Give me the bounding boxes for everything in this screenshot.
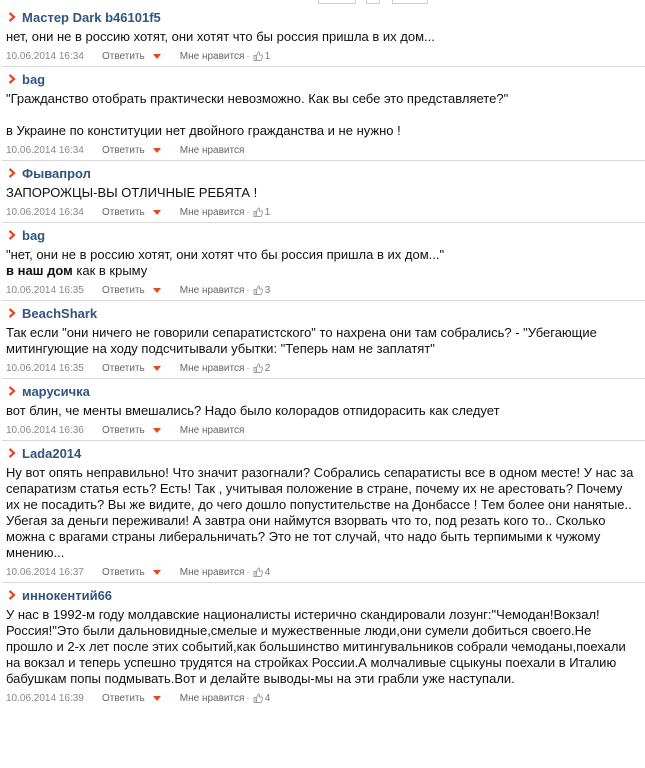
comment-author[interactable]: bag bbox=[22, 227, 46, 243]
thumbs-up-icon[interactable] bbox=[253, 363, 263, 373]
chevron-right-icon[interactable] bbox=[6, 587, 18, 603]
reply-button[interactable]: Ответить bbox=[102, 424, 145, 436]
comment-date: 10.06.2014 16:34 bbox=[6, 50, 84, 62]
like-separator: · bbox=[246, 566, 250, 578]
comment-paragraph bbox=[6, 107, 637, 123]
thumbs-up-icon[interactable] bbox=[253, 51, 263, 61]
like-button[interactable]: Мне нравится bbox=[179, 692, 245, 704]
reply-button[interactable]: Ответить bbox=[102, 692, 145, 704]
comment-paragraph: ЗАПОРОЖЦЫ-ВЫ ОТЛИЧНЫЕ РЕБЯТА ! bbox=[6, 185, 258, 200]
comment-author[interactable]: Мастер Dark b46101f5 bbox=[22, 9, 161, 25]
comment-date: 10.06.2014 16:36 bbox=[6, 424, 84, 436]
comment-meta bbox=[6, 49, 645, 63]
comment-date: 10.06.2014 16:39 bbox=[6, 692, 84, 704]
caret-down-icon[interactable] bbox=[153, 696, 161, 701]
comment-header bbox=[6, 70, 645, 88]
reply-button[interactable]: Ответить bbox=[102, 50, 145, 62]
comment-header bbox=[6, 226, 645, 244]
chevron-right-icon[interactable] bbox=[6, 165, 18, 181]
comment-list bbox=[0, 5, 645, 708]
comment-meta bbox=[6, 565, 645, 579]
comment-paragraph: Ну вот опять неправильно! Что значит разогнали? Собрались сепаратисты все в одном месте! У нас за сепаратизм статья есть? Есть! Так , учитывая положение в стране, почему их не арестовать? Почему их не посадить? Вы же видите, до чего дошло попустительстве на Донбассе ! Тем более они нанятые.. Убегая за деньги переживали! А завтра они наймутся взорвать что то, под резать кого то.. Сколько можна с врагами страны либеральничать? Это не тот случай, что надо быть терпимыми к чужому мнению... bbox=[6, 465, 634, 560]
comment-text bbox=[6, 325, 645, 357]
comment-paragraph: в Украине по конституции нет двойного гражданства и не нужно ! bbox=[6, 123, 401, 138]
like-count: 4 bbox=[264, 566, 271, 578]
like-separator: · bbox=[246, 692, 250, 704]
comment-paragraph: У нас в 1992-м году молдавские националисты истерично скандировали лозунг:"Чемодан!Вокзал!Россия!"Это были дальновидные,смелые и мужественные люди,они сумели добиться своего.Не прошло и 2-х лет после этих событий,как большинство митингувальников собрали чемоданы,поехали на вокзал и теперь успешно трудятся на стройках России.А молчаливые сцыкуны поехали в Италию бабушкам попы подмывать.Вот и делайте выводы-мы на эти грабли уже наступали. bbox=[6, 607, 626, 686]
comment bbox=[2, 378, 645, 440]
chevron-right-icon[interactable] bbox=[6, 71, 18, 87]
comment bbox=[2, 5, 645, 66]
comment-text bbox=[6, 465, 645, 561]
comment bbox=[2, 582, 645, 708]
comment-paragraph: нет, они не в россию хотят, они хотят что бы россия пришла в их дом... bbox=[6, 29, 435, 44]
comment-author[interactable]: иннокентий66 bbox=[22, 587, 113, 603]
chevron-right-icon[interactable] bbox=[6, 9, 18, 25]
thumbs-up-icon[interactable] bbox=[253, 207, 263, 217]
comment-header bbox=[6, 586, 645, 604]
like-count: 4 bbox=[264, 692, 271, 704]
comment-text bbox=[6, 185, 645, 201]
like-button[interactable]: Мне нравится bbox=[179, 206, 245, 218]
comment bbox=[2, 160, 645, 222]
reply-button[interactable]: Ответить bbox=[102, 284, 145, 296]
comment-date: 10.06.2014 16:34 bbox=[6, 144, 84, 156]
comment-meta bbox=[6, 691, 645, 705]
comment-meta bbox=[6, 205, 645, 219]
bold-quote: в наш дом bbox=[6, 263, 73, 278]
comment-text bbox=[6, 403, 645, 419]
like-separator: · bbox=[246, 284, 250, 296]
thumbs-up-icon[interactable] bbox=[253, 567, 263, 577]
reply-button[interactable]: Ответить bbox=[102, 206, 145, 218]
comment-text bbox=[6, 607, 645, 687]
comment-text bbox=[6, 29, 645, 45]
comment-paragraph bbox=[6, 263, 637, 279]
like-button[interactable]: Мне нравится bbox=[179, 424, 245, 436]
caret-down-icon[interactable] bbox=[153, 210, 161, 215]
comment bbox=[2, 440, 645, 582]
like-separator: · bbox=[246, 362, 250, 374]
reply-button[interactable]: Ответить bbox=[102, 144, 145, 156]
reply-button[interactable]: Ответить bbox=[102, 362, 145, 374]
comment-paragraph: "Гражданство отобрать практически невозможно. Как вы себе это представляете?" bbox=[6, 91, 509, 106]
comment-date: 10.06.2014 16:35 bbox=[6, 284, 84, 296]
caret-down-icon[interactable] bbox=[153, 366, 161, 371]
comment-paragraph: вот блин, че менты вмешались? Надо было колорадов отпидорасить как следует bbox=[6, 403, 500, 418]
thumbs-up-icon[interactable] bbox=[253, 693, 263, 703]
thumbs-up-icon[interactable] bbox=[253, 285, 263, 295]
caret-down-icon[interactable] bbox=[153, 148, 161, 153]
chevron-right-icon[interactable] bbox=[6, 383, 18, 399]
comment-meta bbox=[6, 423, 645, 437]
comment-date: 10.06.2014 16:37 bbox=[6, 566, 84, 578]
caret-down-icon[interactable] bbox=[153, 288, 161, 293]
comment-author[interactable]: BeachShark bbox=[22, 305, 98, 321]
comment-text bbox=[6, 91, 645, 139]
comment-author[interactable]: bag bbox=[22, 71, 46, 87]
comment-paragraph: "нет, они не в россию хотят, они хотят что бы россия пришла в их дом..." bbox=[6, 247, 445, 262]
caret-down-icon[interactable] bbox=[153, 570, 161, 575]
comment-date: 10.06.2014 16:35 bbox=[6, 362, 84, 374]
chevron-right-icon[interactable] bbox=[6, 305, 18, 321]
like-separator: · bbox=[246, 50, 250, 62]
comment-author[interactable]: Lada2014 bbox=[22, 445, 82, 461]
like-count: 1 bbox=[264, 206, 271, 218]
comment-author[interactable]: марусичка bbox=[22, 383, 90, 399]
like-button[interactable]: Мне нравится bbox=[179, 144, 245, 156]
like-button[interactable]: Мне нравится bbox=[179, 50, 245, 62]
comment-meta bbox=[6, 143, 645, 157]
chevron-right-icon[interactable] bbox=[6, 227, 18, 243]
comment-author[interactable]: Фывапрол bbox=[22, 165, 91, 181]
like-separator: · bbox=[246, 206, 250, 218]
chevron-right-icon[interactable] bbox=[6, 445, 18, 461]
comment bbox=[2, 300, 645, 378]
like-count: 1 bbox=[264, 50, 271, 62]
caret-down-icon[interactable] bbox=[153, 54, 161, 59]
comment-header bbox=[6, 444, 645, 462]
like-count: 2 bbox=[264, 362, 271, 374]
like-button[interactable]: Мне нравится bbox=[179, 566, 245, 578]
comment-meta bbox=[6, 361, 645, 375]
caret-down-icon[interactable] bbox=[153, 428, 161, 433]
comment-text bbox=[6, 247, 645, 279]
comment bbox=[2, 222, 645, 300]
comment-header bbox=[6, 382, 645, 400]
like-button[interactable]: Мне нравится bbox=[179, 284, 245, 296]
comment bbox=[2, 66, 645, 160]
like-button[interactable]: Мне нравится bbox=[179, 362, 245, 374]
comment-meta bbox=[6, 283, 645, 297]
comment-date: 10.06.2014 16:34 bbox=[6, 206, 84, 218]
comment-tail: как в крыму bbox=[72, 263, 148, 278]
reply-button[interactable]: Ответить bbox=[102, 566, 145, 578]
like-count: 3 bbox=[264, 284, 271, 296]
comment-header bbox=[6, 8, 645, 26]
comment-header bbox=[6, 164, 645, 182]
comment-header bbox=[6, 304, 645, 322]
comment-paragraph: Так если "они ничего не говорили сепаратистского" то нахрена они там собрались? - "Убегающие митингующие на ходу подсчитывали убытки: "Теперь нам не заплатят" bbox=[6, 325, 597, 356]
previous-comment-border bbox=[0, 0, 645, 4]
